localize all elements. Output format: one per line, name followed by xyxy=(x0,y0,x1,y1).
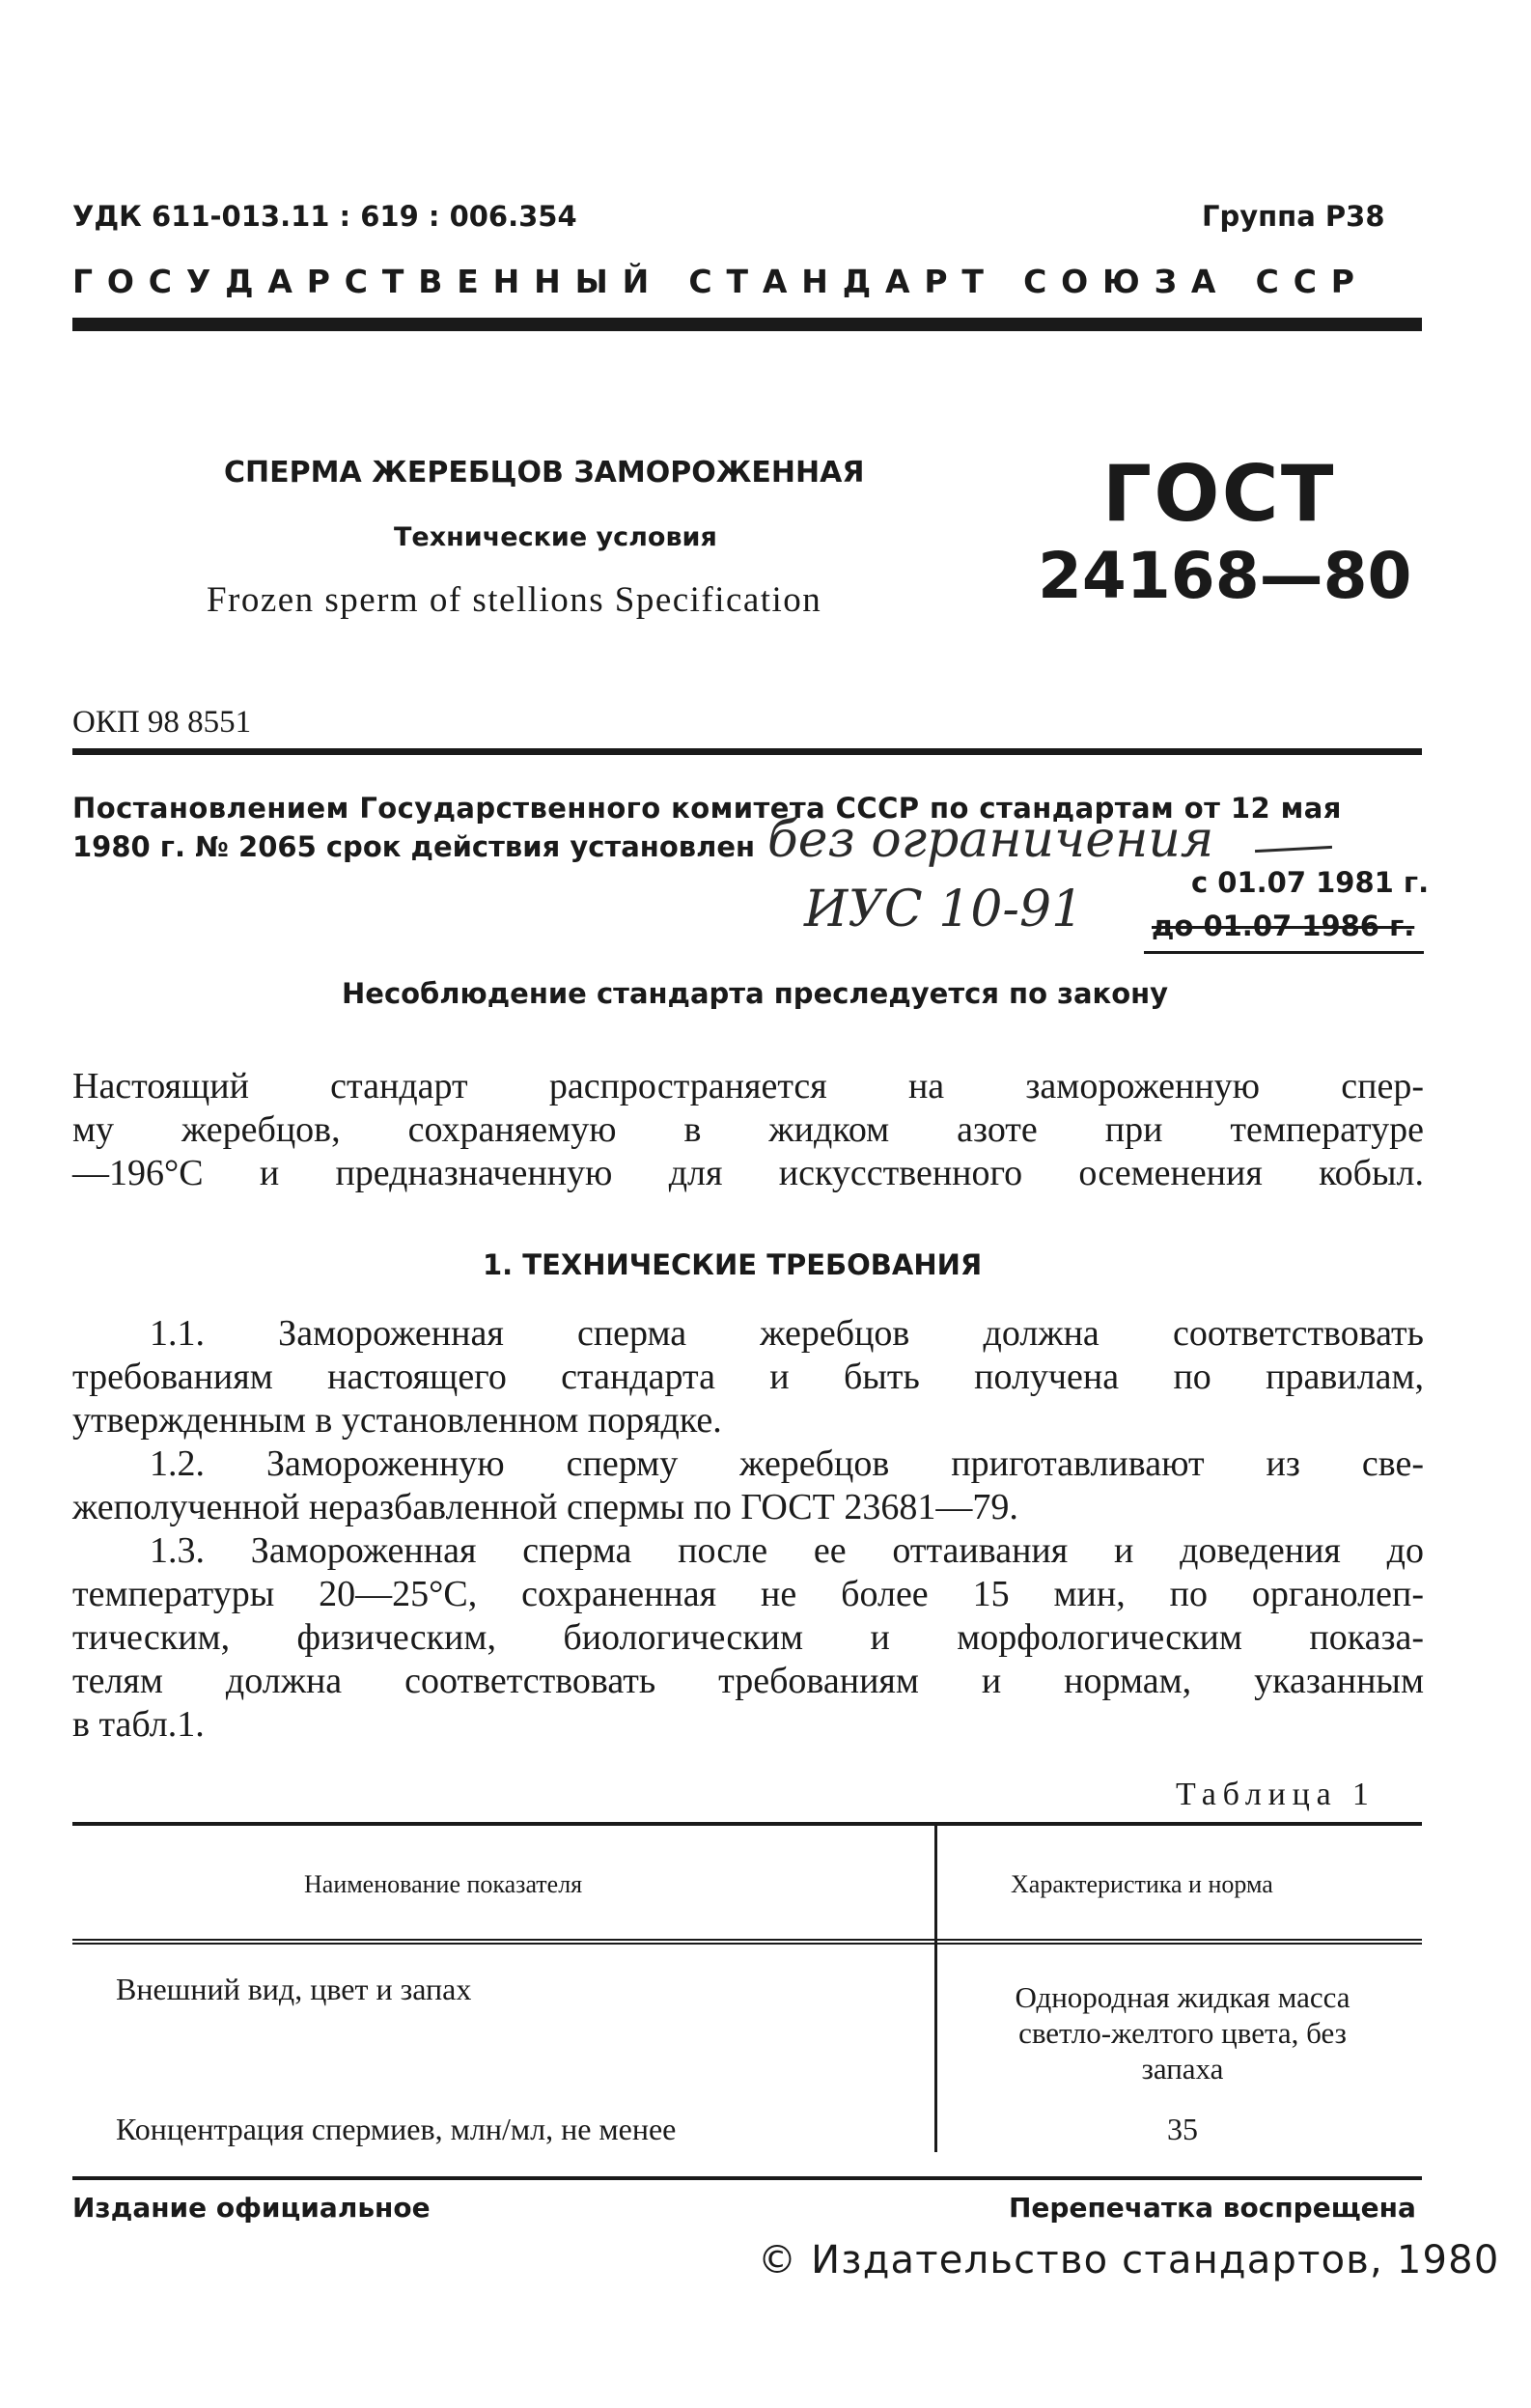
text-line: му жеребцов, сохраняемую в жидком азоте при температуре xyxy=(72,1109,1424,1150)
group-code: Группа Р38 xyxy=(1202,200,1385,233)
table-header-rule xyxy=(72,1939,1422,1945)
text-line: тическим, физическим, биологическим и морфологическим показа- xyxy=(72,1617,1424,1658)
section-1-title: 1. ТЕХНИЧЕСКИЕ ТРЕБОВАНИЯ xyxy=(483,1248,983,1281)
valid-from-date: с 01.07 1981 г. xyxy=(1191,866,1430,899)
intro-paragraph xyxy=(72,1065,1424,1195)
document-subtitle: Технические условия xyxy=(394,522,717,552)
table-cell-line: Однородная жидкая масса xyxy=(1015,1980,1350,2014)
table-top-rule xyxy=(72,1822,1422,1826)
text-line: жеполученной неразбавленной спермы по ГОСТ 23681—79. xyxy=(72,1487,1018,1527)
edition-label: Издание официальное xyxy=(72,2192,431,2224)
valid-to-underline xyxy=(1144,951,1424,954)
text-line: телям должна соответствовать требованиям и нормам, указанным xyxy=(72,1661,1424,1701)
table-caption: Таблица 1 xyxy=(1176,1777,1376,1812)
gost-label: ГОСТ xyxy=(1102,449,1336,539)
table-header-indicator: Наименование показателя xyxy=(304,1870,583,1898)
text-line: —196°С и предназначенную для искусственного осеменения кобыл. xyxy=(72,1153,1424,1193)
table-cell-line: светло-желтого цвета, без xyxy=(1018,2016,1347,2050)
text-line: требованиям настоящего стандарта и быть получена по правилам, xyxy=(72,1357,1424,1397)
table-column-divider xyxy=(934,1826,937,2152)
table-bottom-rule xyxy=(72,2176,1422,2180)
table-cell-norm xyxy=(946,1979,1419,2086)
table-cell-line: запаха xyxy=(1141,2052,1224,2086)
gost-number: 24168—80 xyxy=(1038,539,1412,613)
reprint-notice: Перепечатка воспрещена xyxy=(1009,2192,1416,2224)
text-line: 1.1. Замороженная сперма жеребцов должна соответствовать xyxy=(150,1313,1424,1354)
decree-line-1: Постановлением Государственного комитета СССР по стандартам от 12 мая xyxy=(72,792,1342,825)
handwritten-underline xyxy=(1255,846,1332,853)
text-line: 1.3. Замороженная сперма после ее оттаивания и доведения до xyxy=(150,1530,1424,1571)
okp-code: ОКП 98 8551 xyxy=(72,705,252,740)
document-title-english: Frozen sperm of stellions Specification xyxy=(207,580,822,620)
prosecution-notice: Несоблюдение стандарта преследуется по закону xyxy=(342,977,1169,1010)
text-line: в табл.1. xyxy=(72,1704,205,1745)
standard-series-title: ГОСУДАРСТВЕННЫЙ СТАНДАРТ СОЮЗА ССР xyxy=(72,263,1369,300)
text-line: утвержденным в установленном порядке. xyxy=(72,1400,722,1441)
table-cell-indicator: Концентрация спермиев, млн/мл, не менее xyxy=(116,2112,677,2146)
table-cell-indicator: Внешний вид, цвет и запах xyxy=(116,1972,472,2006)
table-cell-norm: 35 xyxy=(1167,2112,1198,2146)
copyright-line: © Издательство стандартов, 1980 xyxy=(758,2238,1500,2282)
table-header-norm: Характеристика и норма xyxy=(1011,1870,1273,1898)
paragraph-1-1 xyxy=(72,1312,1424,1442)
udk-code: УДК 611-013.11 : 619 : 006.354 xyxy=(72,200,577,233)
document-title: СПЕРМА ЖЕРЕБЦОВ ЗАМОРОЖЕННАЯ xyxy=(224,456,865,490)
text-line: 1.2. Замороженную сперму жеребцов приготавливают из све- xyxy=(150,1443,1424,1484)
header-rule xyxy=(72,318,1422,331)
decree-line-2: 1980 г. № 2065 срок действия установлен xyxy=(72,830,756,863)
text-line: Настоящий стандарт распространяется на замороженную спер- xyxy=(72,1066,1424,1106)
handwritten-note-no-limit: без ограничения xyxy=(767,811,1214,869)
text-line: температуры 20—25°С, сохраненная не более 15 мин, по органолеп- xyxy=(72,1574,1424,1614)
paragraph-1-2 xyxy=(72,1442,1424,1529)
okp-rule xyxy=(72,748,1422,755)
handwritten-note-ius: ИУС 10-91 xyxy=(804,881,1084,938)
paragraph-1-3 xyxy=(72,1529,1424,1747)
valid-to-date-struck: до 01.07 1986 г. xyxy=(1152,910,1415,942)
